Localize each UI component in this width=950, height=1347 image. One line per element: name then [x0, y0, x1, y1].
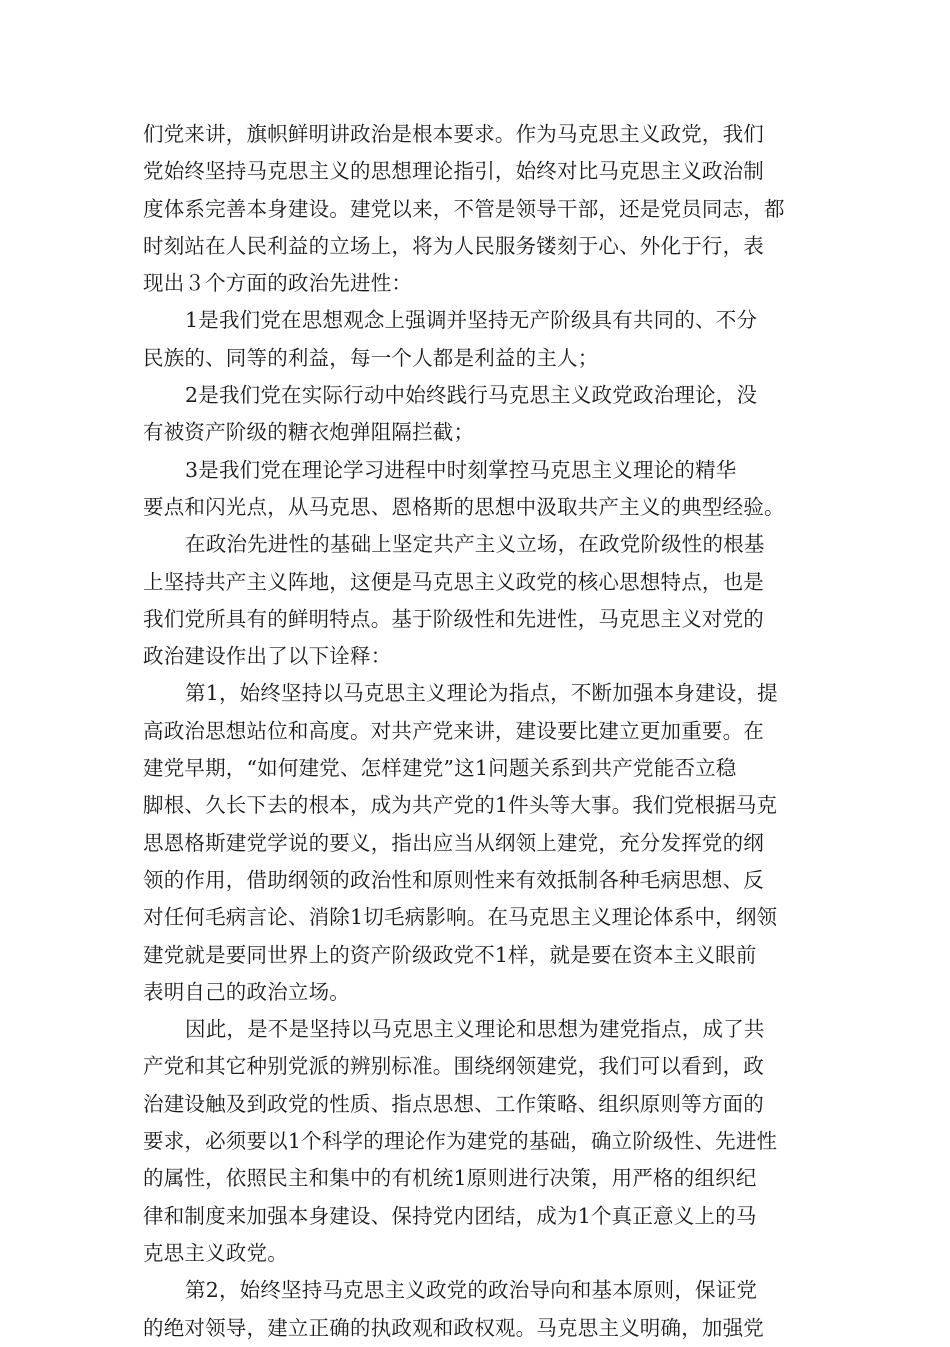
text-line: 1是我们党在思想观念上强调并坚持无产阶级具有共同的、不分 [185, 308, 758, 333]
text-line: 度体系完善本身建设。建党以来，不管是领导干部，还是党员同志，都 [143, 196, 785, 221]
text-line: 上坚持共产主义阵地，这便是马克思主义政党的核心思想特点，也是 [143, 569, 764, 594]
text-line: 对任何毛病言论、消除1切毛病影响。在马克思主义理论体系中，纲领 [143, 905, 778, 930]
document-body [143, 116, 823, 1347]
text-line: 建党早期，“如何建党、怎样建党”这1问题关系到共产党能否立稳 [143, 756, 737, 781]
text-line: 第2，始终坚持马克思主义政党的政治导向和基本原则，保证党 [185, 1278, 758, 1303]
text-line: 有被资产阶级的糖衣炮弹阻隔拦截； [143, 420, 475, 445]
text-line: 产党和其它种别党派的辨别标准。围绕纲领建党，我们可以看到，政 [143, 1054, 764, 1079]
text-line: 领的作用，借助纲领的政治性和原则性来有效抵制各种毛病思想、反 [143, 867, 764, 892]
text-line: 脚根、久长下去的根本，成为共产党的1件头等大事。我们党根据马克 [143, 793, 778, 818]
text-line: 党始终坚持马克思主义的思想理论指引，始终对比马克思主义政治制 [143, 159, 764, 184]
text-line: 建党就是要同世界上的资产阶级政党不1样，就是要在资本主义眼前 [143, 942, 757, 967]
text-line: 表明自己的政治立场。 [143, 979, 350, 1004]
text-line: 律和制度来加强本身建设、保持党内团结，成为1个真正意义上的马 [143, 1203, 757, 1228]
text-line: 治建设触及到政党的性质、指点思想、工作策略、组织原则等方面的 [143, 1091, 764, 1116]
text-line: 政治建设作出了以下诠释： [143, 644, 392, 669]
text-line: 我们党所具有的鲜明特点。基于阶级性和先进性，马克思主义对党的 [143, 606, 764, 631]
text-line: 现出３个方面的政治先进性： [143, 271, 413, 296]
text-line: 要点和闪光点，从马克思、恩格斯的思想中汲取共产主义的典型经验。 [143, 494, 785, 519]
text-line: 在政治先进性的基础上坚定共产主义立场，在政党阶级性的根基 [185, 532, 765, 557]
text-line: 第1，始终坚持以马克思主义理论为指点，不断加强本身建设，提 [185, 681, 778, 706]
text-line: 时刻站在人民利益的立场上，将为人民服务镂刻于心、外化于行，表 [143, 233, 764, 258]
text-line: 因此，是不是坚持以马克思主义理论和思想为建党指点，成了共 [185, 1017, 765, 1042]
text-line: 2是我们党在实际行动中始终践行马克思主义政党政治理论，没 [185, 383, 758, 408]
text-line: 思恩格斯建党学说的要义，指出应当从纲领上建党，充分发挥党的纲 [143, 830, 764, 855]
text-line: 克思主义政党。 [143, 1240, 288, 1265]
text-line: 们党来讲，旗帜鲜明讲政治是根本要求。作为马克思主义政党，我们 [143, 122, 764, 146]
text-line: 的属性，依照民主和集中的有机统1原则进行决策，用严格的组织纪 [143, 1166, 757, 1191]
text-line: 的绝对领导，建立正确的执政观和政权观。马克思主义明确，加强党 [143, 1315, 764, 1340]
text-line: 民族的、同等的利益，每一个人都是利益的主人； [143, 345, 599, 370]
text-line: 要求，必须要以1个科学的理论作为建党的基础，确立阶级性、先进性 [143, 1129, 778, 1154]
text-line: 3是我们党在理论学习进程中时刻掌控马克思主义理论的精华 [185, 457, 737, 482]
text-line: 高政治思想站位和高度。对共产党来讲，建设要比建立更加重要。在 [143, 718, 764, 743]
